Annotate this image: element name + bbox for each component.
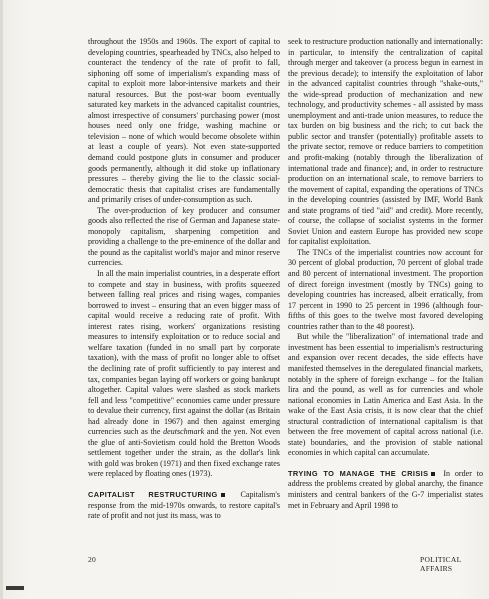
square-bullet-icon [221,493,225,497]
scan-mark [6,586,24,590]
publication-name: POLITICAL AFFAIRS [420,555,462,573]
paragraph: throughout the 1950s and 1960s. The export of capital to developing countries, spearheaded by TNCs, also helped to counteract the tendency of the rate of profit to fall, siphoning off some of imperialism's expanding mass of capital to exploit more labor-intensive markets and their natural resources. But the post-war boom eventually saturated key markets in the advanced capitalist countries, almost irrespective of consumers' purchasing power (most houses need only one fridge, washing machine or television – none of which would become obsolete within at least a couple of years). Not even state-supported demand could postpone gluts in consumer and producer goods permanently, although it did stoke up inflationary pressures – thereby giving the lie to the classic social-democratic thesis that capitalist crises are fundamentally and primarily crises of under-consumption as such. [88,37,280,205]
section-paragraph [288,469,483,511]
section-heading: TRYING TO MANAGE THE CRISIS [288,468,429,478]
paragraph-text: and the yen. Not even the glue of anti-Sovietism could hold the Bretton Woods settlement together under the strain, as the dollar's link with gold was broken (1971) and then fixed exchange rates were replaced by floating ones (1973). [88,427,280,479]
paragraph [88,269,280,480]
section-text: Capitalism's response from the mid-1970s onwards, to restore capital's rate of profit and not just its mass, was to [88,489,280,521]
page-number: 20 [88,555,97,564]
paragraph: The TNCs of the imperialist countries now account for 30 percent of global production, 70 percent of global trade and 80 percent of international investment. The proportion of direct foreign investment (mostly by TNCs) going to developing countries has increased, albeit erratically, from 17 percent in 1990 to 25 percent in 1996 (although four-fifths of this goes to the twelve most favored developing countries rather than to the 48 poorest). [288,247,483,331]
paragraph-text: In all the main imperialist countries, in a desperate effort to compete and stay in business, with profits squeezed between falling real prices and rising wages, companies borrowed to invest – ensuring that an even bigger mass of capital would receive a reducing rate of profit. With interest rates rising, workers' organizations resisting measures to intensify exploitation or to reduce social and welfare taxation (funded in no small part by corporate taxation), with the mass of profit no longer able to offset the declining rate of profit sufficiently to pay interest and tax, companies began laying off workers or going bankrupt altogether. Capital values were slashed as stock markets fell and less "competitive" economies came under pressure to devalue their currency, first against the dollar (as Britain had already done in 1967) and then against emerging currencies such as the [88,269,280,437]
right-column [288,37,483,511]
scan-edge [0,0,3,599]
italic-term: deutschmark [163,427,205,437]
paragraph: seek to restructure production nationally and internationally: in particular, to intensify the centralization of capital through merger and takeover (a process begun in earnest in the previous decade); to intensify the exploitation of labor in the advanced capitalist countries through "shake-outs," the wide-spread production of mechanization and new technology, and productivity schemes - all assisted by mass unemployment and anti-trade union measures, to reduce the tax burden on big business and the rich; to cut back the public sector and transfer (potentially) profitable assets to the private sector, remove or reduce barriers to competition and profit-making (notably through the liberalization of international trade and finance); and, in order to restructure production on an international scale, to remove barriers to the movement of capital, expanding the operations of TNCs in the developing countries (assisted by IMF, World Bank and state programs of tied "aid" and credit). More recently, of course, the collapse of socialist systems in the former Soviet Union and eastern Europe has provided new scope for capitalist exploitation. [288,37,483,247]
paragraph: But while the "liberalization" of international trade and investment has been essential to imperialism's restructuring and expansion over recent decades, the side effects have manifested themselves in the deregulated financial markets, notably in the sphere of foreign exchange – for the Italian lira and the pound, as well as for currencies and whole national economies in Latin America and East Asia. In the wake of the East Asia crisis, it is now clear that the chief structural contradiction of international capitalism is that between the free movement of capital across national (i.e. state) boundaries, and the provision of stable national economies in which capital can accumulate. [288,332,483,458]
square-bullet-icon [431,472,435,476]
section-heading: CAPITALIST RESTRUCTURING [88,489,218,499]
left-column [88,37,280,522]
section-paragraph [88,490,280,522]
section-text: In order to address the problems created by global anarchy, the finance ministers and central bankers of the G-7 imperialist states met in February and April 1998 to [288,468,483,510]
paragraph: The over-production of key producer and consumer goods also reflected the rise of German and Japanese state-monopoly capitalism, sharpening competition and providing a challenge to the pre-eminence of the dollar and the pound as the capitalist world's major and minor reserve currencies. [88,205,280,268]
